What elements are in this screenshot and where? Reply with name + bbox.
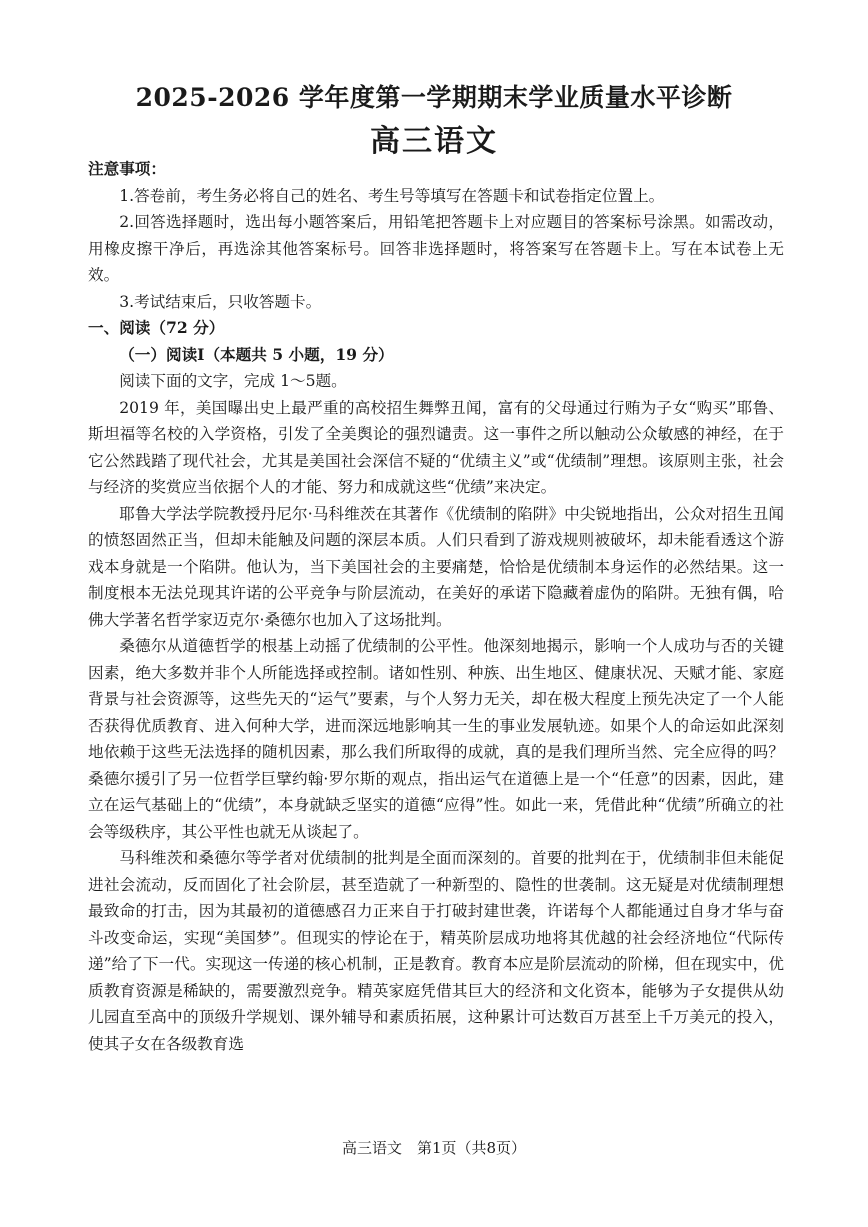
notice-item-1: 1.答卷前，考生务必将自己的姓名、考生号等填写在答题卡和试卷指定位置上。	[119, 186, 665, 205]
exam-content	[88, 156, 784, 1057]
notice-item-2: 2.回答选择题时，选出每小题答案后，用铅笔把答题卡上对应题目的答案标号涂黑。如需改动，用橡皮擦干净后，再选涂其他答案标号。回答非选择题时，将答案写在答题卡上。写在本试卷上无效。	[88, 213, 784, 284]
passage-paragraph-4: 马科维茨和桑德尔等学者对优绩制的批判是全面而深刻的。首要的批判在于，优绩制非但未能促进社会流动，反而固化了社会阶层，甚至造就了一种新型的、隐性的世袭制。这无疑是对优绩制理想最致命的打击，因为其最初的道德感召力正来自于打破封建世袭，许诺每个人都能通过自身才华与奋斗改变命运，实现“美国梦”。但现实的悖论在于，精英阶层成功地将其优越的社会经济地位“代际传递”给了下一代。实现这一传递的核心机制，正是教育。教育本应是阶层流动的阶梯，但在现实中，优质教育资源是稀缺的，需要激烈竞争。精英家庭凭借其巨大的经济和文化资本，能够为子女提供从幼儿园直至高中的顶级升学规划、课外辅导和素质拓展，这种累计可达数百万甚至上千万美元的投入，使其子女在各级教育选	[88, 849, 784, 1053]
passage-paragraph-3: 桑德尔从道德哲学的根基上动摇了优绩制的公平性。他深刻地揭示，影响一个人成功与否的关键因素，绝大多数并非个人所能选择或控制。诸如性别、种族、出生地区、健康状况、天赋才能、家庭背景与社会资源等，这些先天的“运气”要素，与个人努力无关，却在极大程度上预先决定了一个人能否获得优质教育、进入何种大学，进而深远地影响其一生的事业发展轨迹。如果个人的命运如此深刻地依赖于这些无法选择的随机因素，那么我们所取得的成就，真的是我们理所当然、完全应得的吗？桑德尔援引了另一位哲学巨擘约翰·罗尔斯的观点，指出运气在道德上是一个“任意”的因素，因此，建立在运气基础上的“优绩”，本身就缺乏坚实的道德“应得”性。如此一来，凭借此种“优绩”所确立的社会等级秩序，其公平性也就无从谈起了。	[88, 637, 784, 841]
passage-paragraph-1: 2019 年，美国曝出史上最严重的高校招生舞弊丑闻，富有的父母通过行贿为子女“购买”耶鲁、斯坦福等名校的入学资格，引发了全美舆论的强烈谴责。这一事件之所以触动公众敏感的神经，在于它公然践踏了现代社会，尤其是美国社会深信不疑的“优绩主义”或“优绩制”理想。该原则主张，社会与经济的奖赏应当依据个人的才能、努力和成就这些“优绩”来决定。	[88, 398, 784, 496]
exam-subject: 高三语文	[370, 124, 498, 159]
notice-item-3: 3.考试结束后，只收答题卡。	[119, 292, 322, 311]
reading-subheading: （一）阅读Ⅰ（本题共 5 小题，19 分）	[119, 344, 394, 364]
page-footer: 高三语文 第1页（共8页）	[341, 1139, 527, 1157]
passage-paragraph-2: 耶鲁大学法学院教授丹尼尔·马科维茨在其著作《优绩制的陷阱》中尖锐地指出，公众对招生丑闻的愤怒固然正当，但却未能触及问题的深层本质。人们只看到了游戏规则被破坏，却未能看透这个游戏本身就是一个陷阱。他认为，当下美国社会的主要痛楚，恰恰是优绩制本身运作的必然结果。这一制度根本无法兑现其许诺的公平竞争与阶层流动，在美好的承诺下隐藏着虚伪的陷阱。无独有偶，哈佛大学著名哲学家迈克尔·桑德尔也加入了这场批判。	[88, 504, 784, 629]
notice-heading: 注意事项：	[88, 159, 166, 178]
section-heading: 一、阅读（72 分）	[88, 318, 225, 337]
reading-instruction: 阅读下面的文字，完成 1～5题。	[119, 372, 347, 390]
exam-title: 2025-2026 学年度第一学期期末学业质量水平诊断	[135, 83, 733, 112]
